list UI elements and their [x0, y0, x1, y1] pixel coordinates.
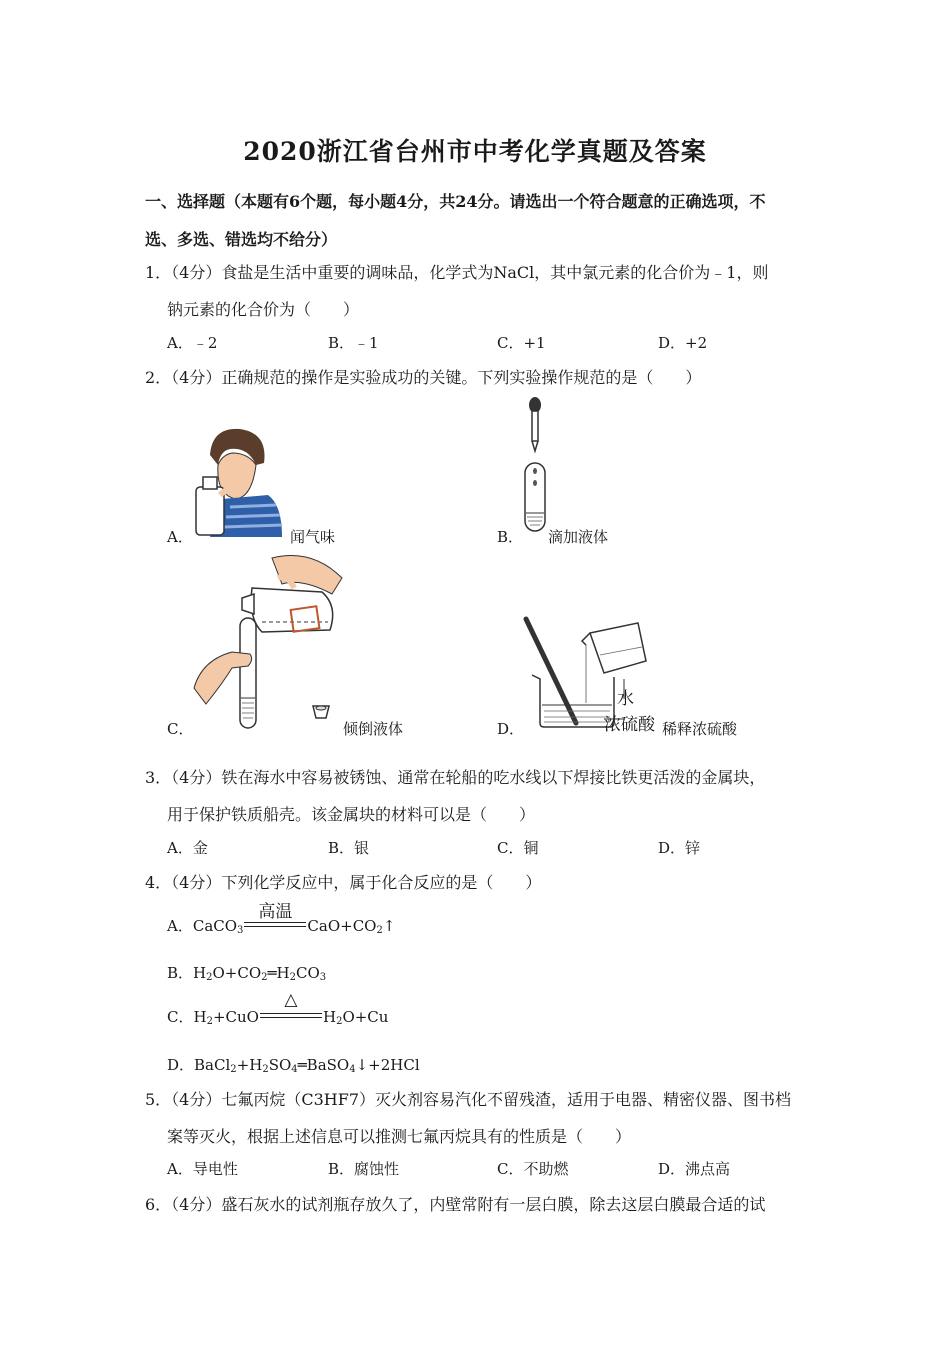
q5-option-b: B．腐蚀性: [328, 1160, 400, 1178]
q2-option-c-letter: C．: [167, 720, 194, 738]
smelling-figure: [190, 425, 285, 537]
q4-option-b: B．$H_2O+CO_2═H_2CO_3$: [167, 964, 327, 983]
dropper-figure: [515, 395, 555, 540]
q4-option-a-letter: A．: [167, 917, 193, 935]
q5-option-c: C．不助燃: [497, 1160, 569, 1178]
page-title: 2020浙江省台州市中考化学真题及答案: [243, 137, 707, 166]
q4-stem: 4．（4分）下列化学反应中，属于化合反应的是（ ）: [145, 873, 542, 892]
q2-option-b-caption: 滴加液体: [548, 528, 609, 546]
q6-stem-line1: 6．（4分）盛石灰水的试剂瓶存放久了，内壁常附有一层白膜，除去这层白膜最合适的试: [145, 1195, 766, 1214]
q4-c-condition: △: [284, 990, 298, 1010]
q5-option-d: D．沸点高: [658, 1160, 731, 1178]
q3-option-a: A．金: [167, 839, 208, 857]
q2-option-c-caption: 倾倒液体: [343, 720, 404, 738]
q3-option-b: B．银: [328, 839, 370, 857]
q2-option-b-letter: B．: [497, 528, 524, 546]
q5-stem-line1: 5．（4分）七氟丙烷（C3HF7）灭火剂容易汽化不留残渣，适用于电器、精密仪器、图书档: [145, 1090, 792, 1109]
q5-option-a: A．导电性: [167, 1160, 238, 1178]
q1-stem-line2: 钠元素的化合价为（ ）: [167, 300, 360, 319]
q1-option-c: C．+1: [497, 334, 546, 352]
q3-stem-line1: 3．（4分）铁在海水中容易被锈蚀、通常在轮船的吃水线以下焊接比铁更活泼的金属块，: [145, 768, 766, 787]
q2-option-d-caption: 稀释浓硫酸: [662, 720, 738, 738]
q4-option-d-letter: D．: [167, 1056, 195, 1074]
q4-option-a: A．CaCO$_3$ 高温 $CaO+CO_2↑$: [167, 915, 395, 936]
q4-a-condition: 高温: [258, 902, 293, 922]
q5-stem-line2: 案等灭火，根据上述信息可以推测七氟丙烷具有的性质是（ ）: [167, 1127, 632, 1146]
q4-option-c: C．$H_2+CuO$ △ $H_2O+Cu$: [167, 990, 389, 1027]
q3-stem-line2: 用于保护铁质船壳。该金属块的材料可以是（ ）: [167, 805, 536, 824]
q1-stem-line1: 1．（4分）食盐是生活中重要的调味品，化学式为NaCl，其中氯元素的化合价为﹣1，则: [145, 263, 769, 282]
q1-option-b: B．﹣1: [328, 334, 379, 352]
q1-option-d: D．+2: [658, 334, 708, 352]
q4-option-d: D．$BaCl_2+H_2SO_4═BaSO_4↓+2HCl$: [167, 1056, 420, 1075]
q4-option-c-letter: C．: [167, 1008, 194, 1026]
q1-option-a: A．﹣2: [167, 334, 218, 352]
q4-option-b-letter: B．: [167, 964, 194, 982]
q2-stem: 2．（4分）正确规范的操作是实验成功的关键。下列实验操作规范的是（ ）: [145, 368, 702, 387]
acid-label: 浓硫酸: [604, 715, 655, 735]
water-label: 水: [617, 689, 634, 709]
bottle-stopper: [311, 704, 331, 722]
q2-option-d-letter: D．: [497, 720, 525, 738]
section-heading-line2: 选、多选、错选均不给分）: [145, 230, 338, 249]
section-heading-line1: 一、选择题（本题有6个题，每小题4分，共24分。请选出一个符合题意的正确选项，不: [145, 192, 766, 211]
q3-option-c: C．铜: [497, 839, 539, 857]
q2-option-a-letter: A．: [167, 528, 193, 546]
q3-option-d: D．锌: [658, 839, 701, 857]
q2-option-a-caption: 闻气味: [290, 528, 336, 546]
